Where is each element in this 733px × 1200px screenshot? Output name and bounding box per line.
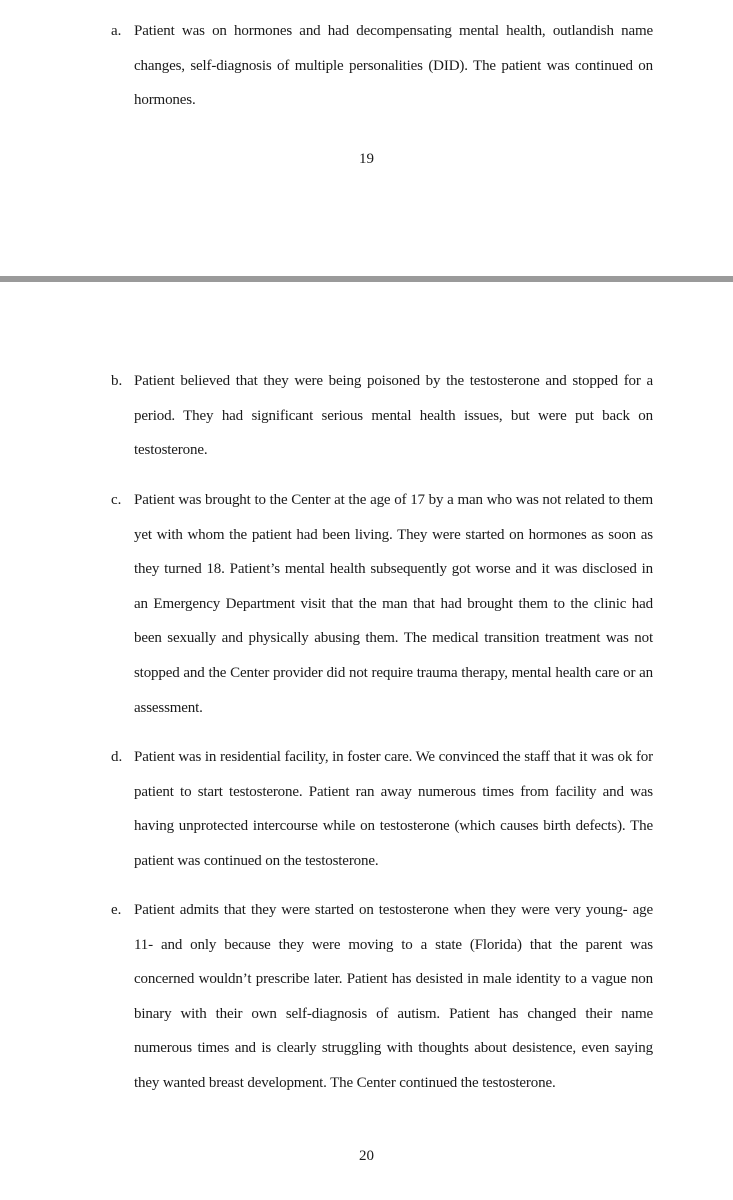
list-marker: c. [111,492,122,508]
document-page-20 [0,282,733,1200]
list-item-text: Patient believed that they were being poisoned by the testosterone and stopped for a period. They had significant serious mental health issues, but were put back on testosterone. [134,373,653,459]
list-item-text: Patient was in residential facility, in foster care. We convinced the staff that it was ok for patient to start testosterone. Patient ran away numerous times from facility and was having unprotected intercourse while on testosterone (which causes birth defects). The patient was continued on the testosterone. [134,749,653,869]
list-marker: e. [111,902,122,918]
document-page-19 [0,0,733,276]
list-marker: a. [111,23,122,39]
page-number: 19 [359,151,374,167]
list-marker: b. [111,373,123,389]
page-number: 20 [359,1148,374,1164]
list-marker: d. [111,749,123,765]
list-item-text: Patient was brought to the Center at the age of 17 by a man who was not related to them yet with whom the patient had been living. They were started on hormones as soon as they turned 18. Patient’s mental health subsequently got worse and it was disclosed in an Emergency Department visit that the man that had brought them to the clinic had been sexually and physically abusing them. The medical transition treatment was not stopped and the Center provider did not require trauma therapy, mental health care or an assessment. [134,492,653,716]
list-item-text: Patient admits that they were started on testosterone when they were very young- age 11- and only because they were moving to a state (Florida) that the parent was concerned wouldn’t prescribe later. Patient has desisted in male identity to a vague non binary with their own self-diagnosis of autism. Patient has changed their name numerous times and is clearly struggling with thoughts about desistence, even saying they wanted breast development. The Center continued the testosterone. [134,902,653,1091]
list-item-text: Patient was on hormones and had decompensating mental health, outlandish name changes, self-diagnosis of multiple personalities (DID). The patient was continued on hormones. [134,23,653,109]
